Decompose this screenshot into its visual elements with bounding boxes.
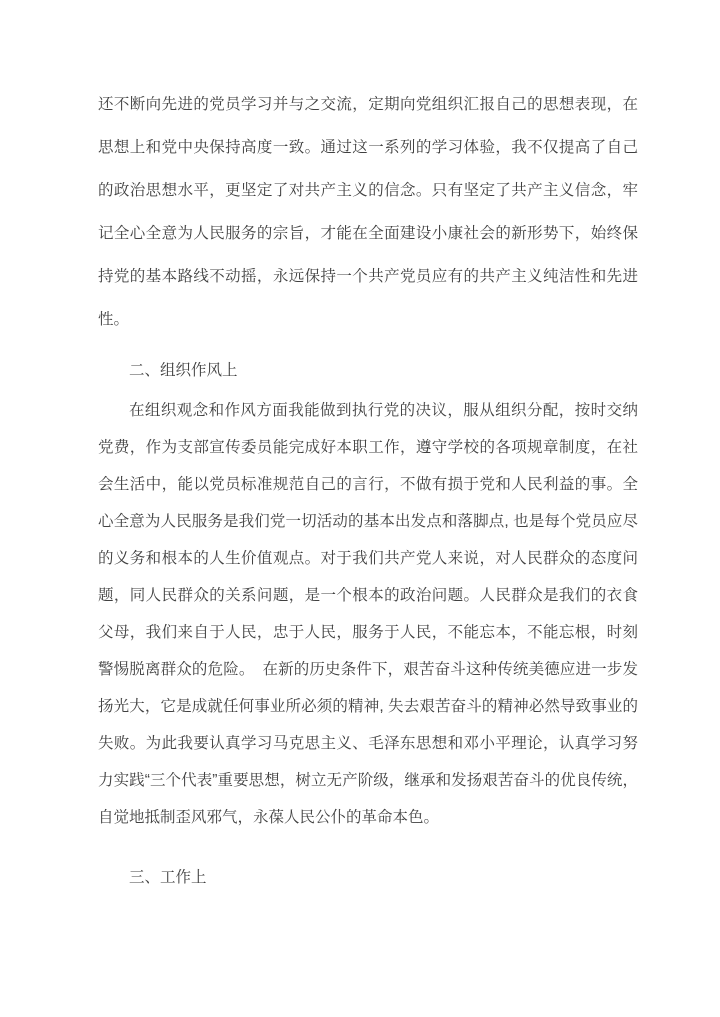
body-paragraph-organization: 在组织观念和作风方面我能做到执行党的决议，服从组织分配，按时交纳党费，作为支部宣传委员能完成好本职工作，遵守学校的各项规章制度，在社会生活中，能以党员标准规范自己的言行，不做有损于党和人民利益的事。全心全意为人民服务是我们党一切活动的基本出发点和落脚点, 也是每个党员应尽的义务和根本的人生价值观点。对于我们共产党人来说，对人民群众的态度问题，同人民群众的关系问题，是一个根本的政治问题。人民群众是我们的衣食父母，我们来自于人民，忠于人民，服务于人民，不能忘本，不能忘根，时刻警惕脱离群众的危险。 在新的历史条件下，艰苦奋斗这种传统美德应进一步发扬光大，它是成就任何事业所必须的精神, 失去艰苦奋斗的精神必然导致事业的失败。为此我要认真学习马克思主义、毛泽东思想和邓小平理论，认真学习努力实践“三个代表”重要思想，树立无产阶级，继承和发扬艰苦奋斗的优良传统，自觉地抵制歪风邪气，永葆人民公仆的革命本色。 bbox=[98, 402, 638, 826]
section-heading-work: 三、工作上 bbox=[129, 869, 207, 886]
section-heading-organization: 二、组织作风上 bbox=[129, 362, 238, 379]
document-text-body bbox=[98, 83, 638, 899]
body-paragraph-continued: 还不断向先进的党员学习并与之交流，定期向党组织汇报自己的思想表现，在思想上和党中央保持高度一致。通过这一系列的学习体验，我不仅提高了自己的政治思想水平，更坚定了对共产主义的信念。只有坚定了共产主义信念，牢记全心全意为人民服务的宗旨，才能在全面建设小康社会的新形势下，始终保持党的基本路线不动摇，永远保持一个共产党员应有的共产主义纯洁性和先进性。 bbox=[98, 96, 638, 328]
